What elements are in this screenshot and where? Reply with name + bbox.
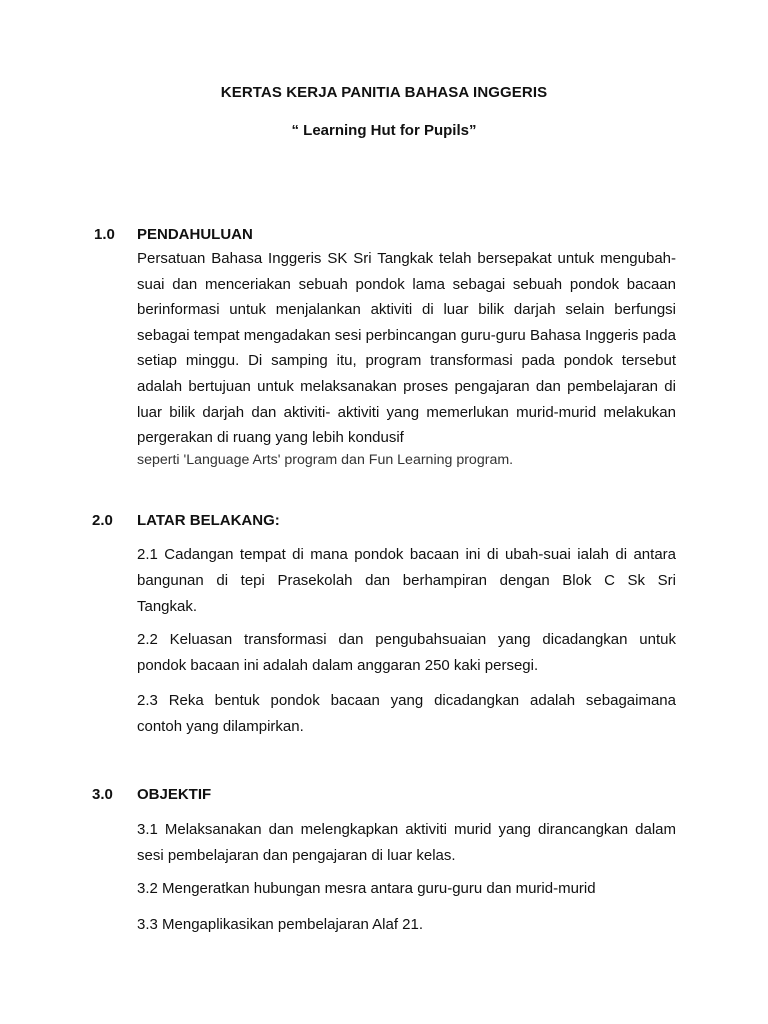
list-item-line: sesi pembelajaran dan pengajaran di luar kelas. <box>137 847 456 864</box>
list-item-line: 2.1 Cadangan tempat di mana pondok bacaan ini di ubah-suai ialah di antara <box>137 546 676 563</box>
list-item <box>137 627 676 679</box>
document-title: KERTAS KERJA PANITIA BAHASA INGGERIS <box>220 84 548 101</box>
list-item <box>137 817 676 869</box>
list-item-line: Tangkak. <box>137 598 198 615</box>
section-number: 1.0 <box>94 226 115 243</box>
list-item-line: pondok bacaan ini adalah dalam anggaran 250 kaki persegi. <box>137 657 539 674</box>
section-heading: OBJEKTIF <box>137 786 212 803</box>
list-item <box>137 688 676 740</box>
section-heading: PENDAHULUAN <box>137 226 253 243</box>
section-paragraph-tail: seperti 'Language Arts' program dan Fun Learning program. <box>137 452 514 468</box>
list-item-line: contoh yang dilampirkan. <box>137 718 304 735</box>
list-item <box>137 542 676 620</box>
list-item <box>137 912 676 938</box>
list-item-line: 2.2 Keluasan transformasi dan pengubahsuaian yang dicadangkan untuk <box>137 631 676 648</box>
document-subtitle: “ Learning Hut for Pupils” <box>291 122 477 139</box>
list-item-line: bangunan di tepi Prasekolah dan berhampiran dengan Blok C Sk Sri <box>137 572 676 589</box>
section-heading: LATAR BELAKANG: <box>137 512 280 529</box>
list-item <box>137 876 676 902</box>
section-number: 2.0 <box>92 512 113 529</box>
section-number: 3.0 <box>92 786 113 803</box>
list-item-line: 3.3 Mengaplikasikan pembelajaran Alaf 21. <box>137 916 424 933</box>
list-item-line: 2.3 Reka bentuk pondok bacaan yang dicadangkan adalah sebagaimana <box>137 692 676 709</box>
list-item-line: 3.2 Mengeratkan hubungan mesra antara guru-guru dan murid-murid <box>137 880 596 897</box>
list-item-line: 3.1 Melaksanakan dan melengkapkan aktiviti murid yang dirancangkan dalam <box>137 821 676 838</box>
section-paragraph: Persatuan Bahasa Inggeris SK Sri Tangkak telah bersepakat untuk mengubah-suai dan menceriakan sebuah pondok lama sebagai sebuah pondok bacaan berinformasi untuk menjalankan aktiviti di luar bilik darjah selain berfungsi sebagai tempat mengadakan sesi perbincangan guru-guru Bahasa Inggeris pada setiap minggu. Di samping itu, program transformasi pada pondok tersebut adalah bertujuan untuk melaksanakan proses pengajaran dan pembelajaran di luar bilik darjah dan aktiviti- aktiviti yang memerlukan murid-murid melakukan pergerakan di ruang yang lebih kondusif <box>137 250 676 447</box>
